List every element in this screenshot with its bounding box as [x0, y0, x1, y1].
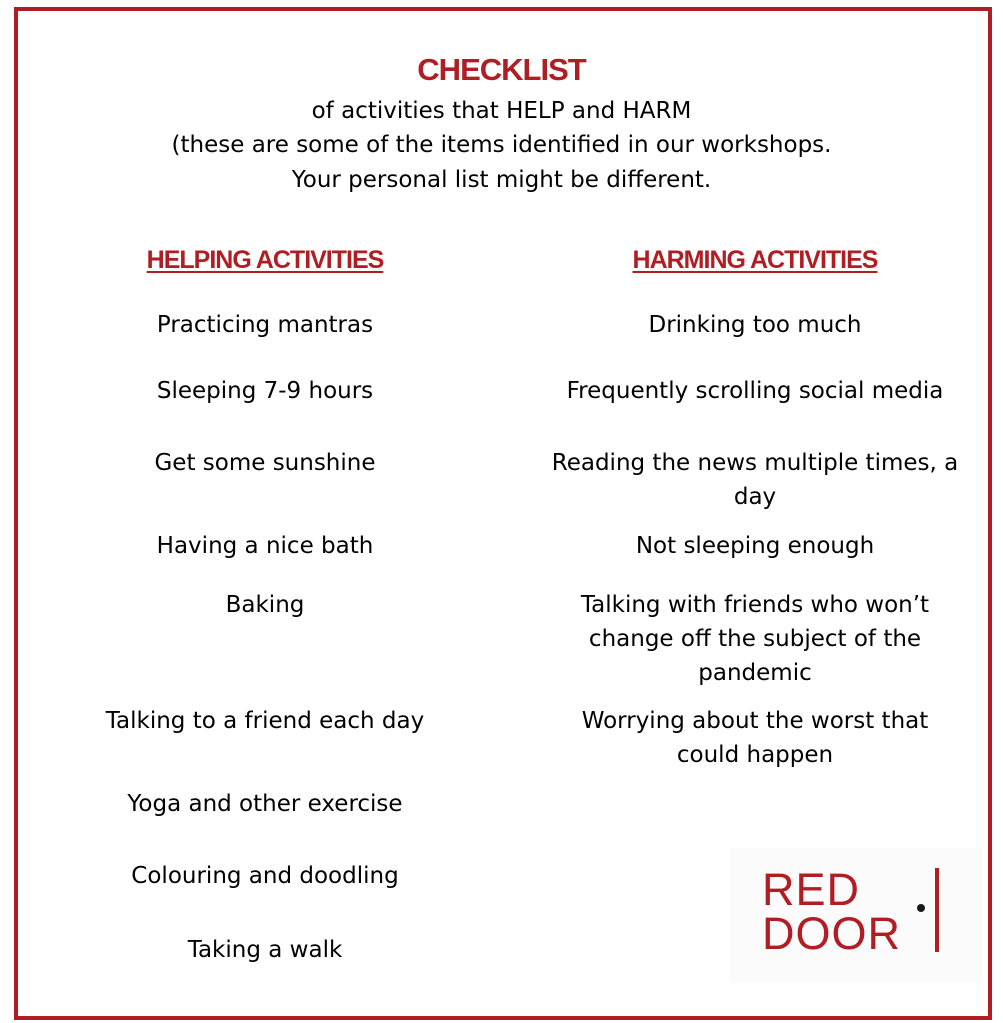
- harming-item: Reading the news multiple times, a day: [551, 450, 959, 510]
- harming-item: Frequently scrolling social media: [566, 378, 944, 404]
- helping-item: Taking a walk: [187, 937, 343, 963]
- helping-item: Having a nice bath: [156, 533, 374, 559]
- helping-item: Yoga and other exercise: [127, 791, 403, 817]
- logo-bar-icon: [935, 868, 939, 952]
- helping-item: Baking: [225, 592, 305, 618]
- logo-line-red: RED: [762, 864, 861, 915]
- logo-dot-icon: [917, 904, 925, 912]
- harming-heading: HARMING ACTIVITIES: [632, 246, 878, 274]
- harming-item: Talking with friends who won’t change off the subject of the pandemic: [580, 592, 930, 686]
- logo-line-door: DOOR: [762, 908, 901, 959]
- logo-wordmark: [762, 864, 901, 959]
- harming-item: Worrying about the worst that could happen: [581, 708, 929, 768]
- helping-item: Practicing mantras: [156, 312, 374, 338]
- subtitle-line-3: Your personal list might be different.: [291, 167, 712, 193]
- subtitle-line-1: of activities that HELP and HARM: [311, 98, 692, 124]
- helping-item: Get some sunshine: [154, 450, 376, 476]
- helping-item: Talking to a friend each day: [105, 708, 425, 734]
- red-door-logo: [730, 848, 983, 983]
- harming-item: Drinking too much: [648, 312, 862, 338]
- harming-item: Not sleeping enough: [635, 533, 875, 559]
- helping-item: Colouring and doodling: [131, 863, 399, 889]
- helping-item: Sleeping 7-9 hours: [156, 378, 374, 404]
- helping-heading: HELPING ACTIVITIES: [146, 246, 384, 274]
- document-title: CHECKLIST: [417, 52, 586, 87]
- subtitle-line-2: (these are some of the items identified in our workshops.: [171, 132, 832, 158]
